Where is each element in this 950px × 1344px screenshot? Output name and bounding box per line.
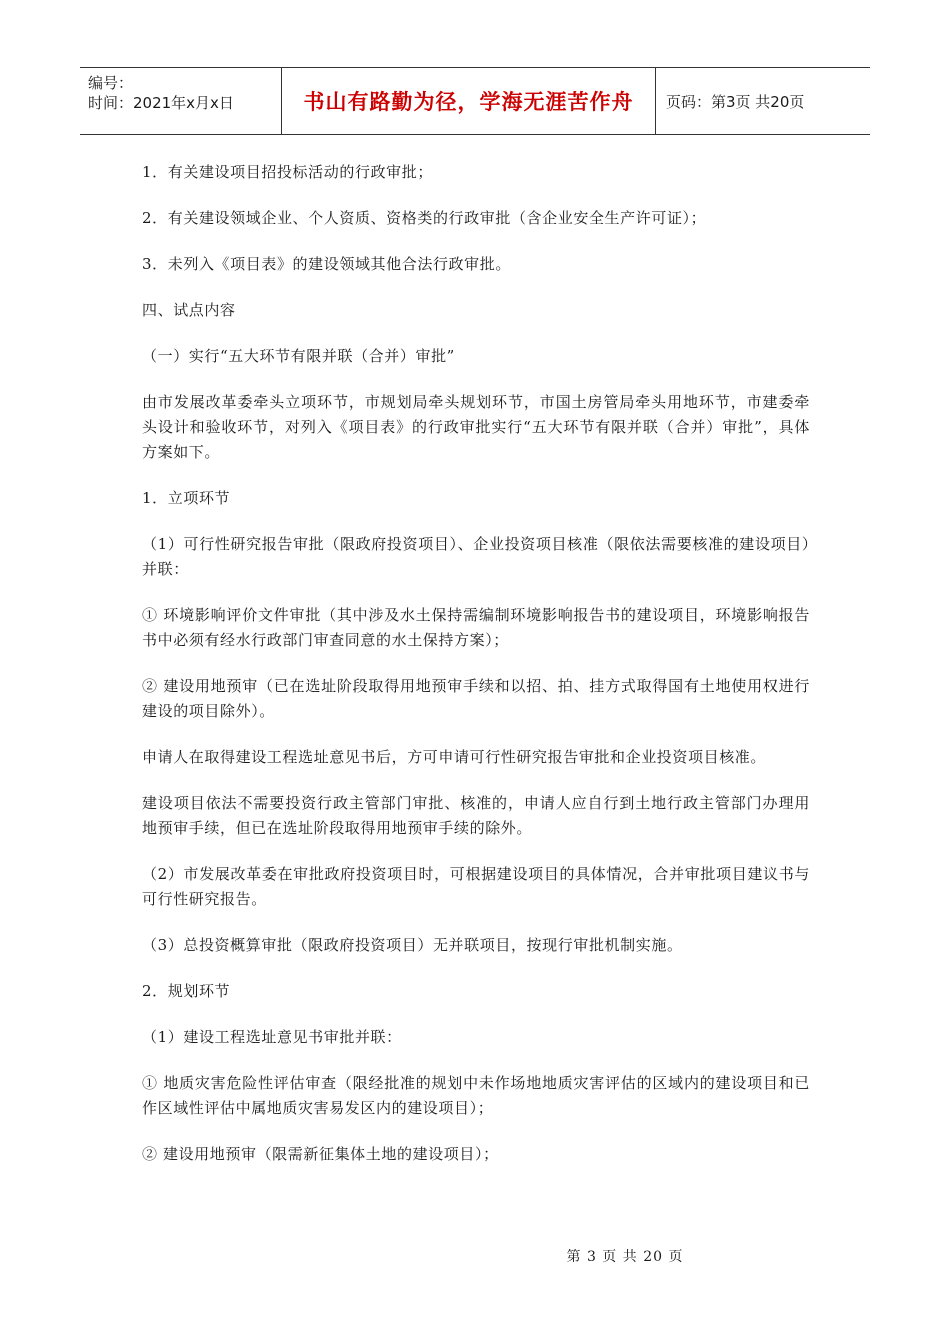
paragraph: 建设项目依法不需要投资行政主管部门审批、核准的，申请人应自行到土地行政主管部门办理用地预审手续，但已在选址阶段取得用地预审手续的除外。 [142,794,810,837]
paragraph: ② 建设用地预审（已在选址阶段取得用地预审手续和以招、拍、挂方式取得国有土地使用权进行建设的项目除外）。 [142,677,810,720]
paragraph: （3）总投资概算审批（限政府投资项目）无并联项目，按现行审批机制实施。 [142,936,683,954]
paragraph: 3．未列入《项目表》的建设领域其他合法行政审批。 [142,255,511,273]
paragraph: 申请人在取得建设工程选址意见书后，方可申请可行性研究报告审批和企业投资项目核准。 [142,748,767,766]
document-body [142,160,810,1188]
paragraph: （1）建设工程选址意见书审批并联： [142,1028,402,1046]
document-time-label: 时间：2021年x月x日 [88,94,234,112]
header-motto: 书山有路勤为径，学海无涯苦作舟 [282,68,656,134]
paragraph: （2）市发展改革委在审批政府投资项目时，可根据建设项目的具体情况，合并审批项目建议书与可行性研究报告。 [142,865,810,908]
paragraph: 2．有关建设领域企业、个人资质、资格类的行政审批（含企业安全生产许可证）； [142,209,707,227]
item-heading: 2．规划环节 [142,982,231,1000]
paragraph: ① 环境影响评价文件审批（其中涉及水土保持需编制环境影响报告书的建设项目，环境影响报告书中必须有经水行政部门审查同意的水土保持方案）； [142,606,810,649]
subsection-heading: （一）实行“五大环节有限并联（合并）审批” [142,347,455,365]
paragraph: 由市发展改革委牵头立项环节，市规划局牵头规划环节，市国土房管局牵头用地环节，市建委牵头设计和验收环节，对列入《项目表》的行政审批实行“五大环节有限并联（合并）审批”，具体方案如下。 [142,393,810,461]
item-heading: 1．立项环节 [142,489,231,507]
paragraph: ② 建设用地预审（限需新征集体土地的建设项目）； [142,1145,499,1163]
paragraph: （1）可行性研究报告审批（限政府投资项目）、企业投资项目核准（限依法需要核准的建设项目）并联： [142,535,810,578]
page-header [80,67,870,135]
document-number-label: 编号： [88,74,134,92]
section-heading: 四、试点内容 [142,301,236,319]
paragraph: ① 地质灾害危险性评估审查（限经批准的规划中未作场地地质灾害评估的区域内的建设项目和已作区域性评估中属地质灾害易发区内的建设项目）； [142,1074,810,1117]
header-page-info: 页码：第3页 共20页 [666,92,805,111]
header-meta [80,68,282,134]
page-footer: 第 3 页 共 20 页 [566,1249,684,1265]
paragraph: 1．有关建设项目招投标活动的行政审批； [142,163,433,181]
